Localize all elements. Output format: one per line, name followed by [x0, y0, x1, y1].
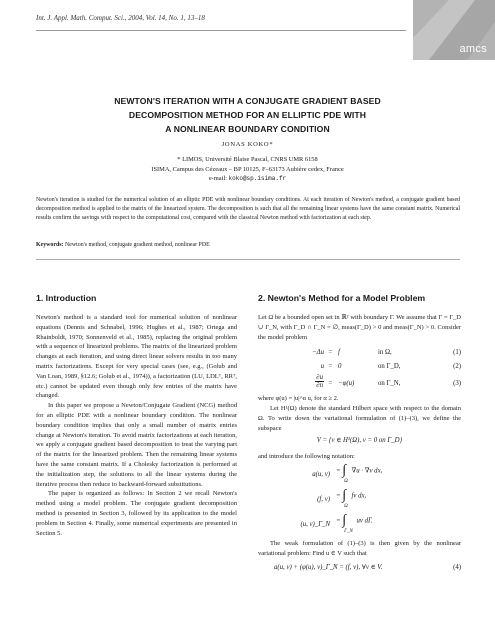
equation-1 [258, 346, 461, 360]
integral-domain: Γ_N [344, 528, 353, 534]
equation-4 [258, 561, 461, 575]
title-line: NEWTON'S ITERATION WITH A CONJUGATE GRADIENT BASED [114, 96, 381, 106]
bilinear-form-definition [258, 464, 461, 489]
header-rule [36, 30, 406, 31]
equation-rhs: −φ(u) [338, 380, 355, 388]
paragraph: Let Ω be a bounded open set in ℝ² with boundary Γ. We assume that Γ = Γ_D ∪ Γ_N, with Γ_D ∩ Γ_N = ∅, meas(Γ_D) > 0 and meas(Γ_N) > 0. Consider the model problem [258, 314, 461, 341]
equation-2 [258, 360, 461, 374]
equals-sign: = [328, 380, 333, 388]
integral-domain: Ω [344, 503, 348, 509]
paragraph: The weak formulation of (1)–(3) is then given by the nonlinear variational problem: Find u ∈ V such that [258, 540, 461, 558]
affiliation-line: * LIMOS, Université Blaise Pascal, CNRS UMR 6158 [177, 156, 318, 163]
email-label: e-mail: [208, 175, 227, 183]
equation-number: (3) [453, 380, 461, 388]
integrand: ∇u · ∇v dx, [351, 467, 383, 475]
definition-lhs: (u, v)_Γ_N [300, 521, 330, 529]
weak-formulation: a(u, v) + (φ(u), v)_Γ_N = (f, v), ∀v ∈ V. [274, 563, 383, 571]
integral-sign: ∫ [342, 463, 347, 479]
integral-sign: ∫ [342, 513, 347, 529]
integrand: uv dΓ. [356, 517, 373, 525]
equation-lhs [264, 374, 324, 389]
abstract-rule [36, 259, 460, 260]
partial-fraction [315, 374, 324, 389]
affiliation-line: ISIMA, Campus des Cézeaux – BP 10125, F–63173 Aubière cedex, France [151, 165, 344, 173]
keywords-label: Keywords: [36, 242, 64, 248]
logo-text: amcs [459, 43, 487, 55]
paragraph: Let H¹(Ω) denote the standard Hilbert space with respect to the domain Ω. To write down the variational formulation of (1)–(3), we define the subspace [258, 405, 461, 432]
journal-citation [36, 14, 205, 22]
section-heading-introduction: 1. Introduction [36, 293, 97, 303]
fraction-numerator: ∂u [316, 374, 323, 382]
equation-number: (4) [453, 563, 461, 571]
equals-sign: = [328, 349, 333, 357]
affiliation [40, 155, 455, 184]
equation-rhs: 0 [338, 363, 342, 371]
title-line: A NONLINEAR BOUNDARY CONDITION [165, 124, 330, 134]
linear-form-definition [258, 489, 461, 514]
integral-domain: Ω [344, 478, 348, 484]
boundary-product-definition [258, 514, 461, 539]
journal-citation-text: Int. J. Appl. Math. Comput. Sci., 2004, Vol. 14, No. 1, 13–18 [36, 14, 205, 22]
definition-lhs: a(u, v) [312, 471, 330, 479]
definition-rhs: = ∫Ω fv dx, [336, 489, 366, 511]
integrand: fv dx, [351, 492, 367, 500]
paragraph: In this paper we propose a Newton/Conjugate Gradient (NCG) method for an elliptic PDE with a nonlinear boundary condition. The nonlinear boundary condition implies that only a small number of matrix entries change at Newton's iteration. To avoid matrix factorizations at each iteration, we apply a conjugate gradient based decomposition to treat the varying part of the matrix for the linearized problem. Then the remaining linear systems have the same constant matrix. If a Cholesky factorization is performed at the initialization step, the solutions to all the linear systems during the iterative process then reduce to backward-forward substitutions. [36, 402, 237, 488]
journal-logo [413, 0, 495, 60]
equation-condition: on Γ_N, [378, 380, 401, 388]
equation-condition: in Ω, [378, 349, 392, 357]
equation-lhs: u [320, 363, 324, 371]
fraction-denominator: ∂n [316, 382, 323, 390]
paragraph: where φ(u) = |u|^α u, for α ≥ 2. [258, 395, 339, 403]
keywords-text: Newton's method, conjugate gradient method, nonlinear PDE [64, 242, 210, 248]
paragraph: The paper is organized as follows: In Section 2 we recall Newton's method using a model problem. The conjugate gradient decomposition method is presented in Section 3, followed by its application to the model problem in Section 4. Finally, some numerical experiments are presented in Section 5. [36, 490, 237, 537]
subspace-definition: V = {v ∈ H¹(Ω), v = 0 on Γ_D} [316, 436, 403, 444]
equation-condition: on Γ_D, [378, 363, 401, 371]
definition-lhs: (f, v) [317, 496, 330, 504]
equation-number: (2) [453, 363, 461, 371]
equation-rhs: f [338, 349, 340, 357]
paragraph: and introduce the following notation: [258, 452, 355, 460]
keywords [36, 241, 460, 250]
left-column [36, 293, 237, 538]
right-column [258, 293, 461, 575]
title-line: DECOMPOSITION METHOD FOR AN ELLIPTIC PDE WITH [128, 110, 367, 120]
paragraph: Newton's method is a standard tool for numerical solution of nonlinear equations (Dennis and Schnabel, 1996; Hughes et al., 1987; Ortega and Rhainboldt, 1970; Sonnenveld et al., 1985), replacing the original problem with a sequence of linearized problems. The matrix of the linearized problem changes at each iteration, and using direct linear solvers results in too many matrix factorizations. Except for very special cases (see, e.g., (Golub and Van Loan, 1989, §12.6; Golub et al., 1974)), a factorization (LU, LDLᵀ, RRᵀ, etc.) cannot be updated even though only few entries of the matrix have changed. [36, 314, 237, 400]
equation-3 [258, 374, 461, 394]
equation-number: (1) [453, 349, 461, 357]
email-line [40, 174, 455, 184]
abstract: Newton's iteration is studied for the numerical solution of an elliptic PDE with nonlinear boundary conditions. At each iteration of Newton's method, a conjugate gradient based decomposition method is applied to the matrix of the linearized system. The decomposition is such that all the remaining linear systems have the same constant matrix. Numerical results confirm the savings with respect to the computational cost, compared with the classical Newton method with factorization at each step. [36, 197, 460, 221]
email-address[interactable]: koko@sp.isima.fr [228, 175, 287, 183]
equation-lhs: −Δu [312, 349, 324, 357]
integral-sign: ∫ [342, 488, 347, 504]
paper-title [40, 94, 455, 136]
definition-rhs: = ∫Ω ∇u · ∇v dx, [336, 464, 382, 486]
equals-sign: = [328, 363, 333, 371]
section-heading-newton-method: 2. Newton's Method for a Model Problem [258, 293, 426, 303]
definition-rhs: = ∫Γ_N uv dΓ. [336, 514, 373, 536]
author-name: JONAS KOKO* [221, 141, 274, 148]
